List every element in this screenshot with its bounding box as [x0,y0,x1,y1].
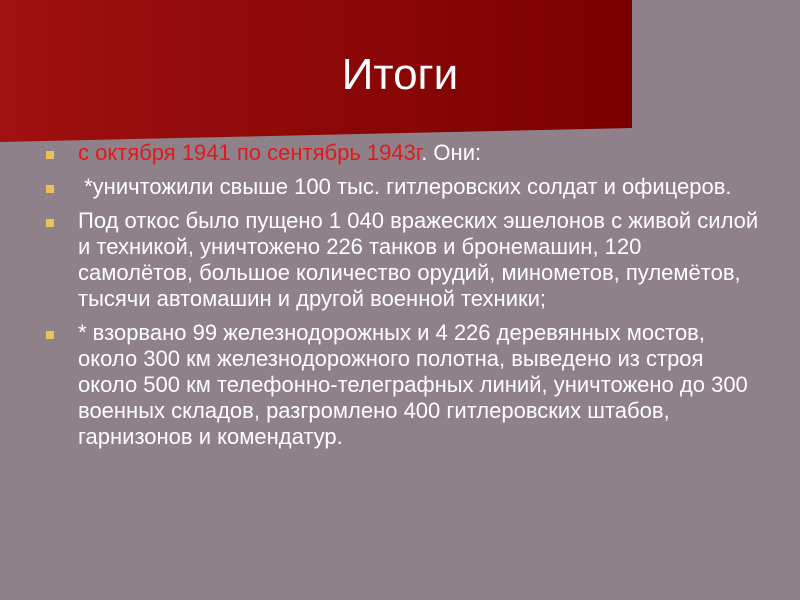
square-bullet-icon [46,151,54,159]
date-range-highlight: с октября 1941 по сентябрь 1943г [78,140,422,165]
square-bullet-icon [46,219,54,227]
list-item-text: *уничтожили свыше 100 тыс. гитлеровских солдат и офицеров. [78,174,732,199]
list-item [42,208,762,312]
square-bullet-icon [46,331,54,339]
list-item [42,320,762,450]
list-item-text: Под откос было пущено 1 040 вражеских эшелонов с живой силой и техникой, уничтожено 226 танков и бронемашин, 120 самолётов, большое количество орудий, минометов, пулемётов, тысячи автомашин и другой военной техники; [78,208,759,311]
list-item-text: * взорвано 99 железнодорожных и 4 226 деревянных мостов, около 300 км железнодорожного полотна, выведено из строя около 500 км телефонно-телеграфных линий, уничтожено до 300 военных складов, разгромлено 400 гитлеровских штабов, гарнизонов и комендатур. [78,320,748,449]
list-item-text: . Они: [421,140,482,165]
slide-title: Итоги [341,50,459,99]
square-bullet-icon [46,185,54,193]
bullet-list [42,140,762,458]
list-item [42,174,762,200]
list-item [42,140,762,166]
